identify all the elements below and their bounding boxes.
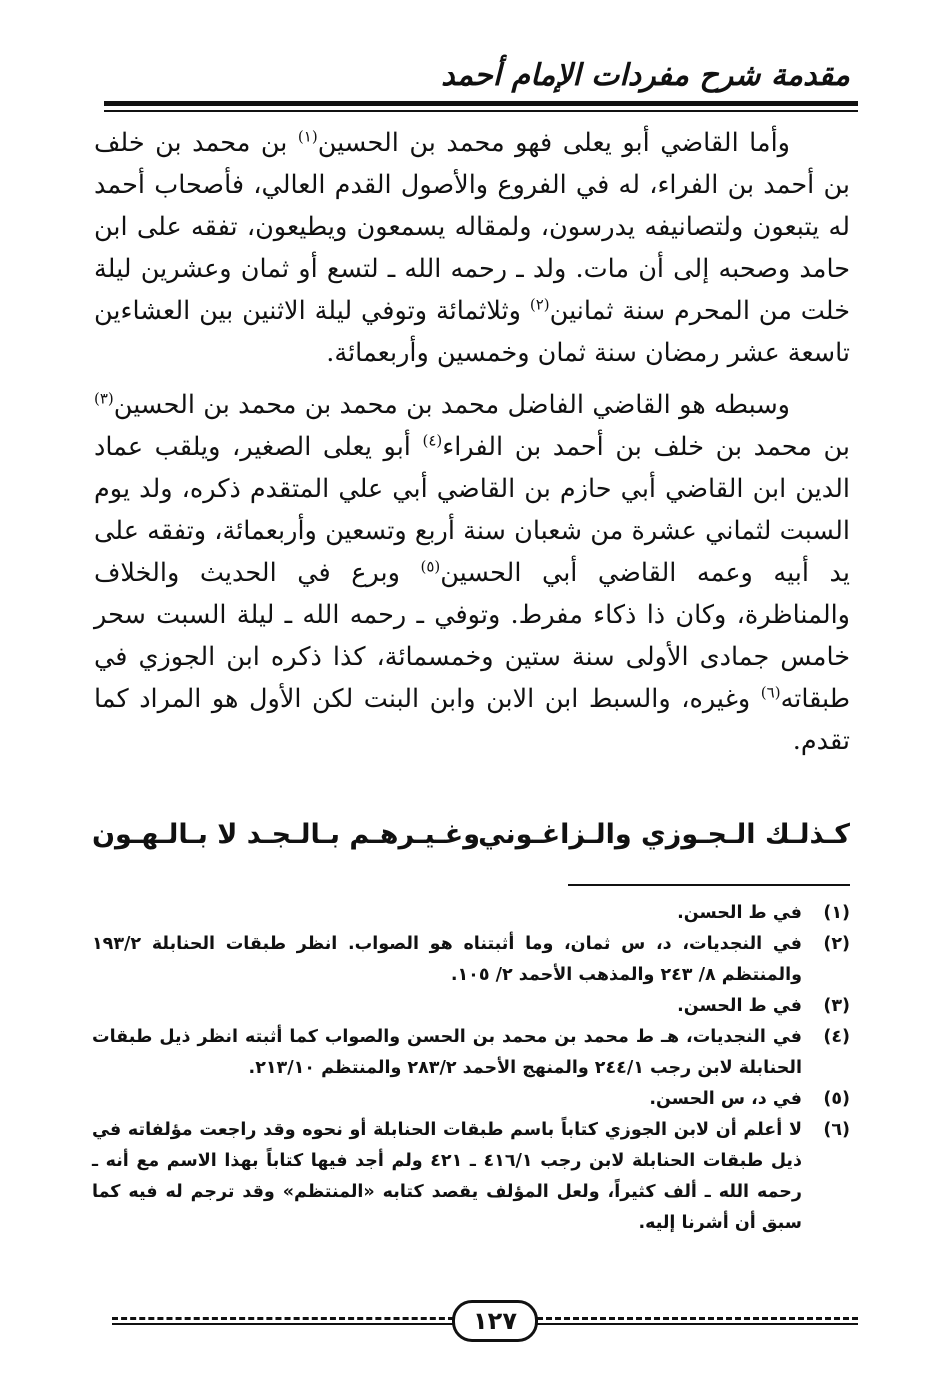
footnote-text: في ط الحسن. — [677, 903, 802, 923]
footnote-number: (٦) — [823, 1120, 850, 1140]
running-header-title: مقدمة شرح مفردات الإمام أحمد — [441, 58, 850, 93]
header-rule-thin — [104, 110, 858, 112]
paragraph-1-part-b: بن محمد بن خلف بن أحمد بن الفراء، له في الفروع والأصول القدم العالي، فأصحاب أحمد له يتبعون ولتصانيفه يدرسون، ولمقاله يسمعون ويطيعون، تفقه على ابن حامد وصحبه إلى أن مات. ولد ـ رحمه الله ـ لتسع أو ثمان وعشرين ليلة خلت من المحرم سنة ثمانين — [94, 128, 850, 326]
footer-rule-right-solid — [528, 1323, 858, 1325]
footnote-number: (٤) — [823, 1027, 850, 1047]
footnote-ref-4: (٤) — [422, 431, 443, 450]
body-text — [94, 122, 850, 772]
paragraph-2 — [94, 384, 850, 762]
footnote-number: (٥) — [823, 1089, 850, 1109]
footer-rule-left — [112, 1317, 454, 1320]
footnote-text: في النجديات، هـ ط محمد بن محمد بن الحسن والصواب كما أثبته انظر ذيل طبقات الحنابلة لابن رجب ٢٤٤/١ والمنهج الأحمد ٢٨٣/٢ والمنتظم ٢١٣/١٠. — [92, 1027, 802, 1078]
paragraph-1 — [94, 122, 850, 374]
paragraph-2-part-d: وبرع في الحديث والخلاف والمناظرة، وكان ذا ذكاء مفرط. وتوفي ـ رحمه الله ـ ليلة السبت سحر خامس جمادى الأولى سنة ستين وخمسمائة، كذا ذكره ابن الجوزي في طبقاته — [94, 558, 850, 714]
poem-hemistich-2: وغـيـرهـم بـالـجـد لا بـالـهـون — [92, 819, 480, 850]
poem-hemistich-1: كـذلـك الـجـوزي والـزاغـوني — [478, 819, 850, 850]
footnote-ref-1: (١) — [297, 127, 318, 146]
footnote-item — [92, 991, 850, 1022]
footnote-text: في د، س الحسن. — [649, 1089, 802, 1109]
footnote-text: في ط الحسن. — [677, 996, 802, 1016]
footnote-ref-5: (٥) — [420, 557, 441, 576]
paragraph-1-part-c: وثلاثمائة وتوفي ليلة الاثنين بين العشاءين تاسعة عشر رمضان سنة ثمان وخمسين وأربعمائة. — [94, 296, 850, 368]
poem-verse — [92, 812, 850, 858]
footnote-item — [92, 898, 850, 929]
paragraph-2-part-e: وغيره، والسبط ابن الابن وابن البنت لكن الأول هو المراد كما تقدم. — [94, 684, 850, 756]
paragraph-1-part-a: وأما القاضي أبو يعلى فهو محمد بن الحسين — [317, 128, 790, 158]
paragraph-2-part-c: أبو يعلى الصغير، ويلقب عماد الدين ابن القاضي أبي حازم بن القاضي أبي علي المتقدم ذكره، ولد يوم السبت لثماني عشرة من شعبان سنة أربع وتسعين وأربعمائة، وتفقه على يد أبيه وعمه القاضي أبي الحسين — [94, 432, 850, 588]
footnote-ref-6: (٦) — [760, 683, 781, 702]
footnote-number: (٢) — [823, 934, 850, 954]
footnotes — [92, 898, 850, 1239]
paragraph-2-part-a: وسبطه هو القاضي الفاضل محمد بن محمد بن محمد بن الحسين — [113, 390, 790, 420]
footnote-text: في النجديات، د، س ثمان، وما أثبتناه هو الصواب. انظر طبقات الحنابلة ١٩٣/٢ والمنتظم ٨/ ٢٤٣ والمذهب الأحمد ٢/ ١٠٥. — [92, 934, 802, 985]
footnote-item — [92, 1022, 850, 1084]
page-number: ١٢٧ — [452, 1300, 538, 1342]
footer-rule-right — [528, 1317, 858, 1320]
footnote-ref-3: (٣) — [94, 389, 114, 408]
footnote-separator — [568, 884, 850, 886]
footnote-ref-2: (٢) — [529, 295, 550, 314]
paragraph-2-part-b: بن محمد بن خلف بن أحمد بن الفراء — [442, 432, 850, 462]
footnote-number: (٣) — [823, 996, 850, 1016]
footnote-item — [92, 929, 850, 991]
footnote-item — [92, 1084, 850, 1115]
footer-rule-left-solid — [112, 1323, 454, 1325]
header-rule-thick — [104, 101, 858, 106]
footnote-number: (١) — [823, 903, 850, 923]
footnote-item — [92, 1115, 850, 1239]
footnote-text: لا أعلم أن لابن الجوزي كتاباً باسم طبقات الحنابلة أو نحوه وقد راجعت مؤلفاته في ذيل طبقات الحنابلة لابن رجب ٤١٦/١ ـ ٤٢١ ولم أجد فيها كتاباً بهذا الاسم مع أنه ـ رحمه الله ـ ألف كثيراً، ولعل المؤلف يقصد كتابه «المنتظم» وقد ترجم له فيه كما سبق أن أشرنا إليه. — [92, 1120, 802, 1233]
